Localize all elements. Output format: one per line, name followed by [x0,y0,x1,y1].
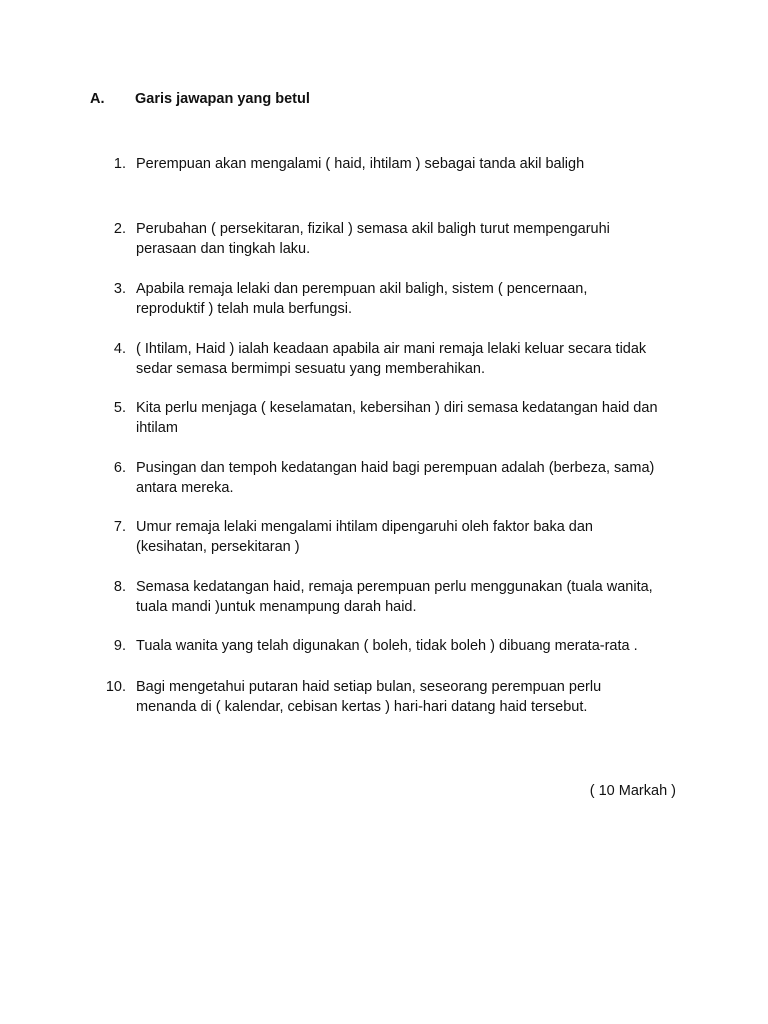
question-text: reproduktif ) telah mula berfungsi. [136,301,352,317]
question-number: 1. [113,156,126,172]
question-text: ihtilam [136,420,178,436]
question-text: ( Ihtilam, Haid ) ialah keadaan apabila air mani remaja lelaki keluar secara tidak [136,341,647,357]
question-text: Kita perlu menjaga ( keselamatan, kebersihan ) diri semasa kedatangan haid dan [136,400,658,416]
question-text: Perubahan ( persekitaran, fizikal ) semasa akil baligh turut mempengaruhi [136,221,610,237]
question-text: Bagi mengetahui putaran haid setiap bulan, seseorang perempuan perlu [136,679,602,695]
question-text: menanda di ( kalendar, cebisan kertas ) hari-hari datang haid tersebut. [136,699,588,715]
question-text: antara mereka. [136,480,234,496]
question-text: Tuala wanita yang telah digunakan ( boleh, tidak boleh ) dibuang merata-rata . [136,638,638,654]
question-text: Semasa kedatangan haid, remaja perempuan perlu menggunakan (tuala wanita, [136,579,653,595]
question-number: 6. [113,460,126,476]
question-text: tuala mandi )untuk menampung darah haid. [136,599,417,615]
total-marks: ( 10 Markah ) [589,783,676,799]
question-number: 9. [113,638,126,654]
section-title: Garis jawapan yang betul [135,91,310,107]
question-text: sedar semasa bermimpi sesuatu yang memberahikan. [136,361,485,377]
question-text: Umur remaja lelaki mengalami ihtilam dipengaruhi oleh faktor baka dan [136,519,593,535]
section-letter: A. [90,91,105,107]
question-text: (kesihatan, persekitaran ) [136,539,300,555]
question-number: 4. [113,341,126,357]
question-number: 3. [113,281,126,297]
question-number: 8. [113,579,126,595]
question-text: Pusingan dan tempoh kedatangan haid bagi perempuan adalah (berbeza, sama) [136,460,655,476]
question-number: 2. [113,221,126,237]
question-text: perasaan dan tingkah laku. [136,241,311,257]
question-text: Perempuan akan mengalami ( haid, ihtilam ) sebagai tanda akil baligh [136,156,585,172]
question-number: 10. [105,679,126,695]
question-number: 7. [113,519,126,535]
question-text: Apabila remaja lelaki dan perempuan akil baligh, sistem ( pencernaan, [136,281,588,297]
question-number: 5. [113,400,126,416]
